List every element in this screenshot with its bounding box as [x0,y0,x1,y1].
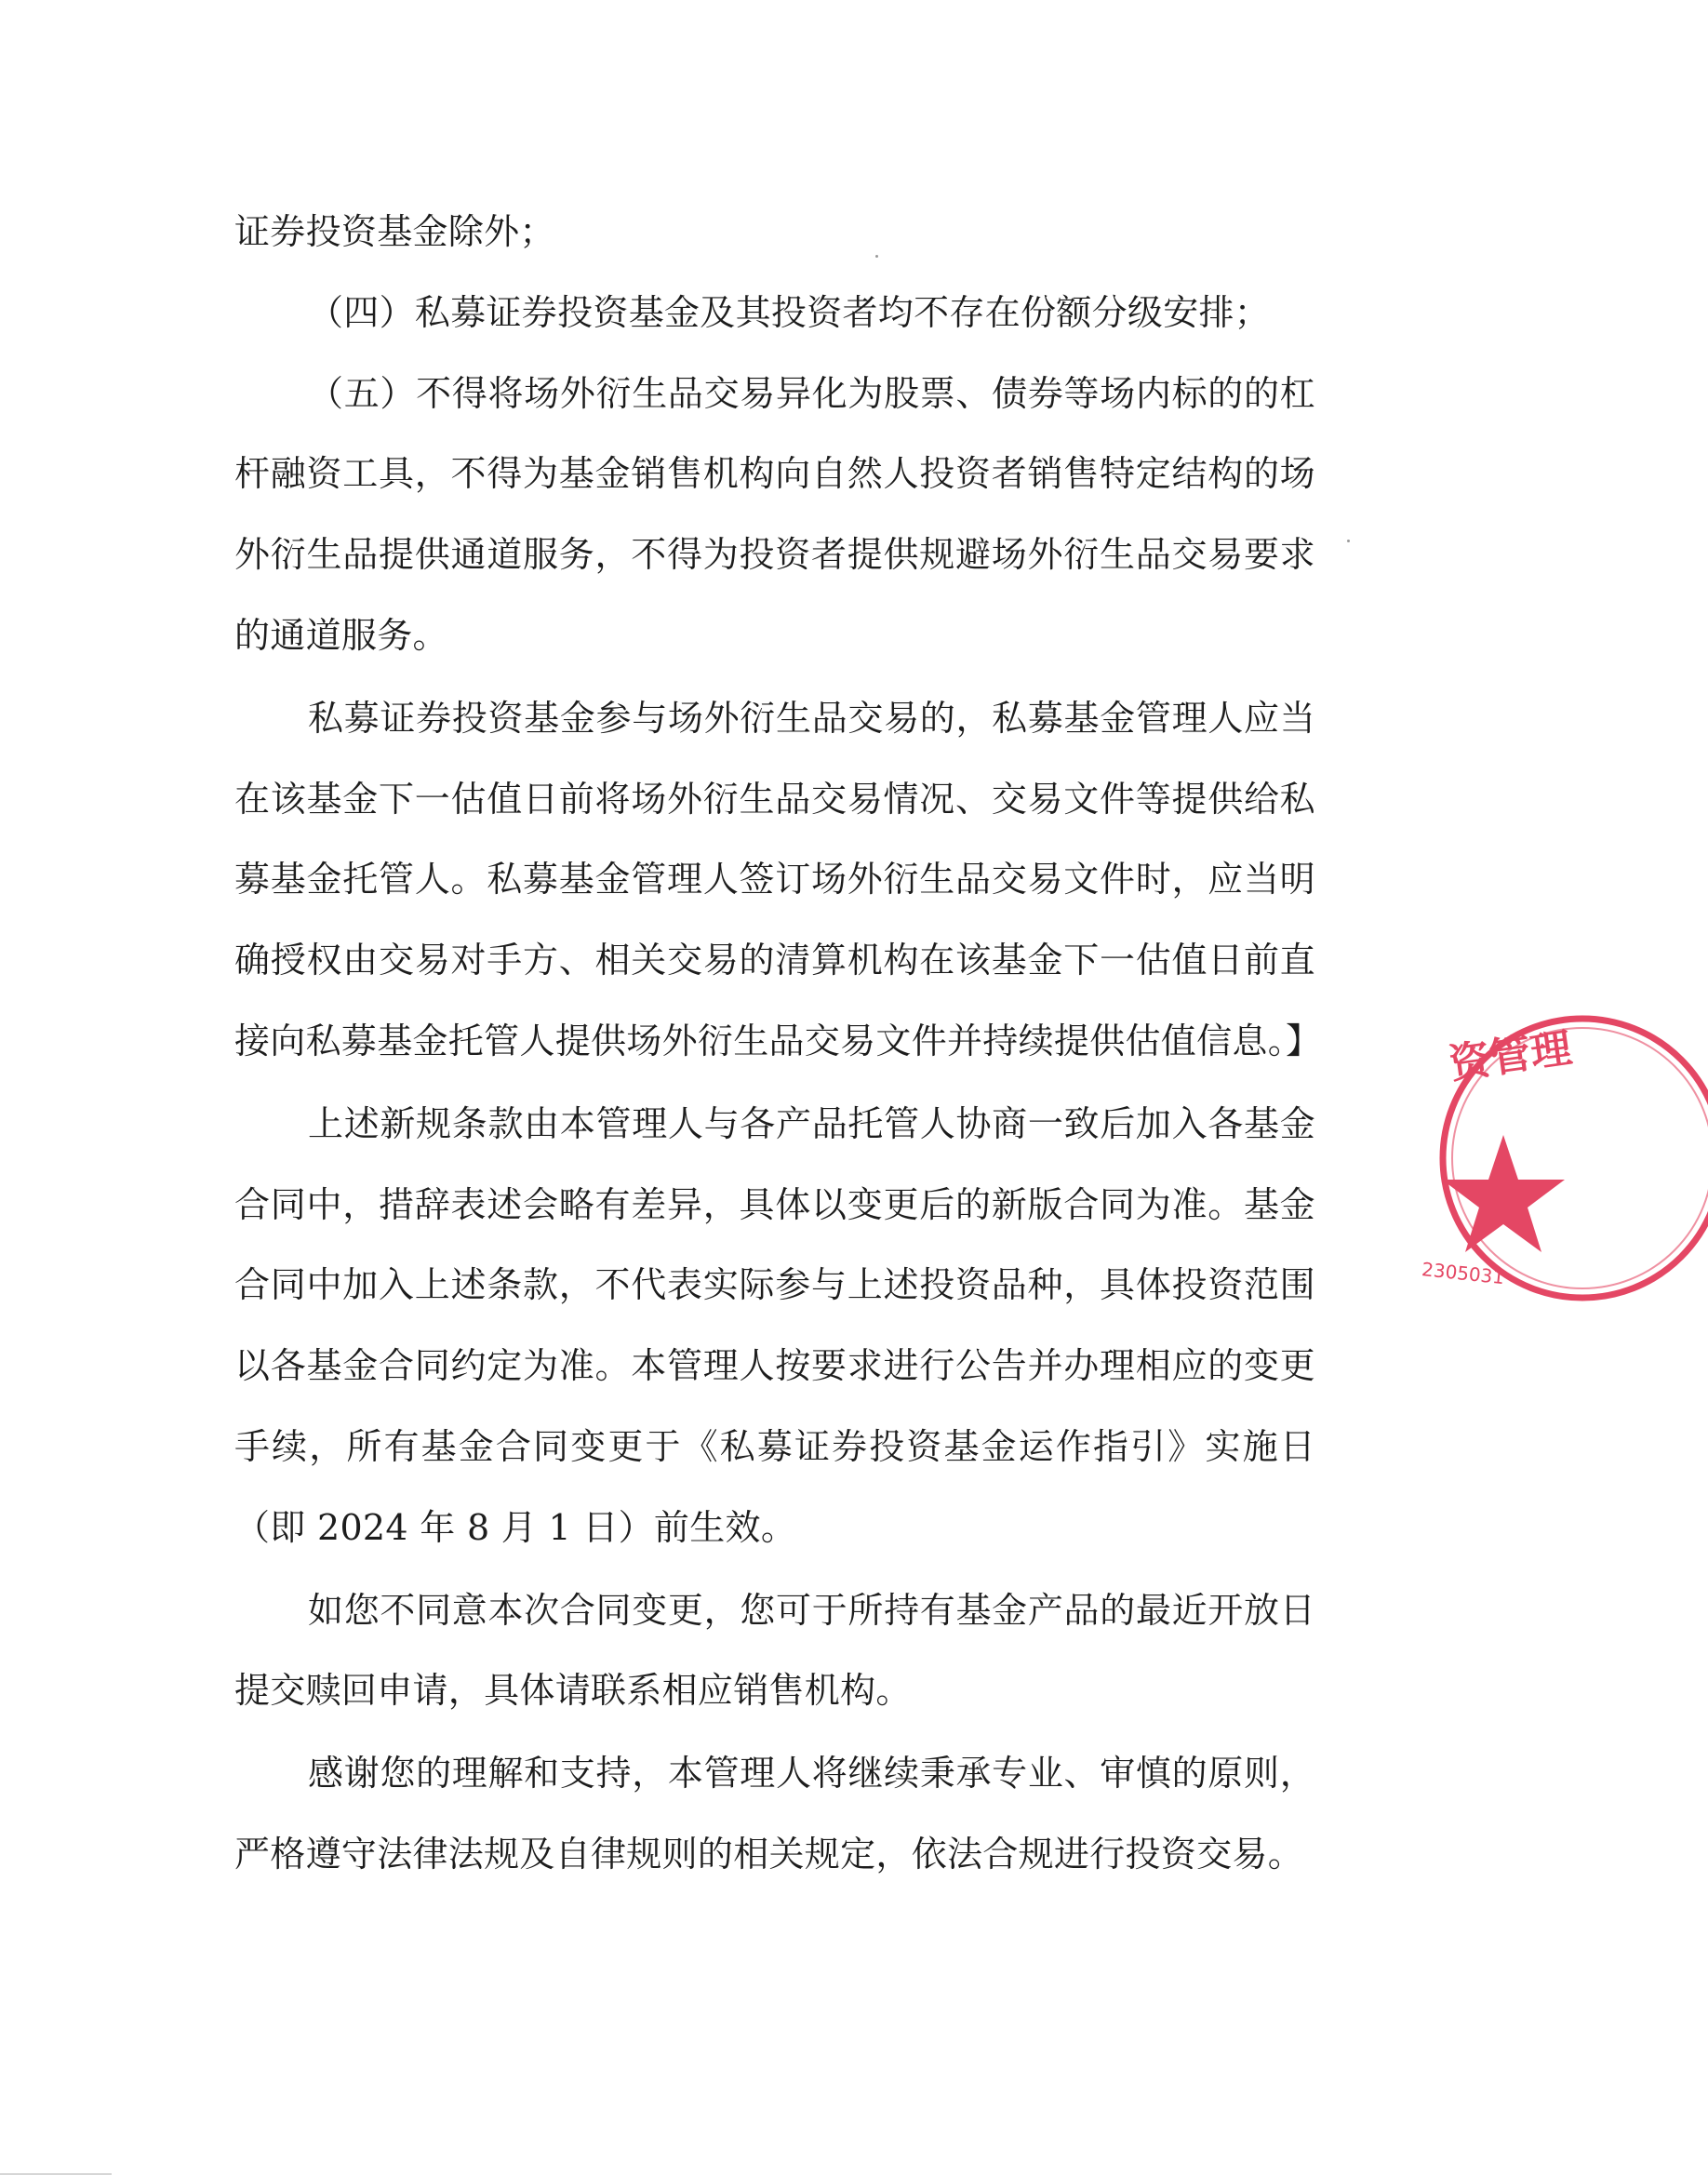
scan-speck [875,255,878,258]
paragraph-otc-derivatives: 私募证券投资基金参与场外衍生品交易的，私募基金管理人应当在该基金下一估值日前将场外衍生品交易情况、交易文件等提供给私募基金托管人。私募基金管理人签订场外衍生品交易文件时，应当明确授权由交易对手方、相关交易的清算机构在该基金下一估值日前直接向私募基金托管人提供场外衍生品交易文件并持续提供估值信息。】 [234,697,1322,1061]
paragraph-clause-five: （五）不得将场外衍生品交易异化为股票、债券等场内标的的杠杆融资工具，不得为基金销售机构向自然人投资者销售特定结构的场外衍生品提供通道服务，不得为投资者提供规避场外衍生品交易要求的通道服务。 [234,372,1315,656]
paragraph-continuation: 证券投资基金除外； [234,211,555,252]
paragraph-clause-four: （四）私募证券投资基金及其投资者均不存在份额分级安排； [308,291,1271,333]
document-body [234,192,1322,1895]
seal-star-icon [1442,1135,1565,1252]
paragraph-redemption: 如您不同意本次合同变更，您可于所持有基金产品的最近开放日提交赎回申请，具体请联系相应销售机构。 [234,1589,1315,1712]
paragraph-contract-change: 上述新规条款由本管理人与各产品托管人协商一致后加入各基金合同中，措辞表述会略有差异，具体以变更后的新版合同为准。基金合同中加入上述条款，不代表实际参与上述投资品种，具体投资范围以各基金合同约定为准。本管理人按要求进行公告并办理相应的变更手续，所有基金合同变更于《私募证券投资基金运作指引》实施日（即 2024 年 8 月 1 日）前生效。 [234,1102,1315,1548]
company-seal-stamp [1421,1005,1575,1312]
seal-number: 2305031 [1421,1258,1506,1289]
seal-graphic [1421,1005,1708,1312]
seal-arc-text: 资管理 [1446,1024,1575,1089]
paragraph-closing: 感谢您的理解和支持，本管理人将继续秉承专业、审慎的原则，严格遵守法律法规及自律规则的相关规定，依法合规进行投资交易。 [234,1753,1315,1875]
scan-speck [1347,540,1350,542]
